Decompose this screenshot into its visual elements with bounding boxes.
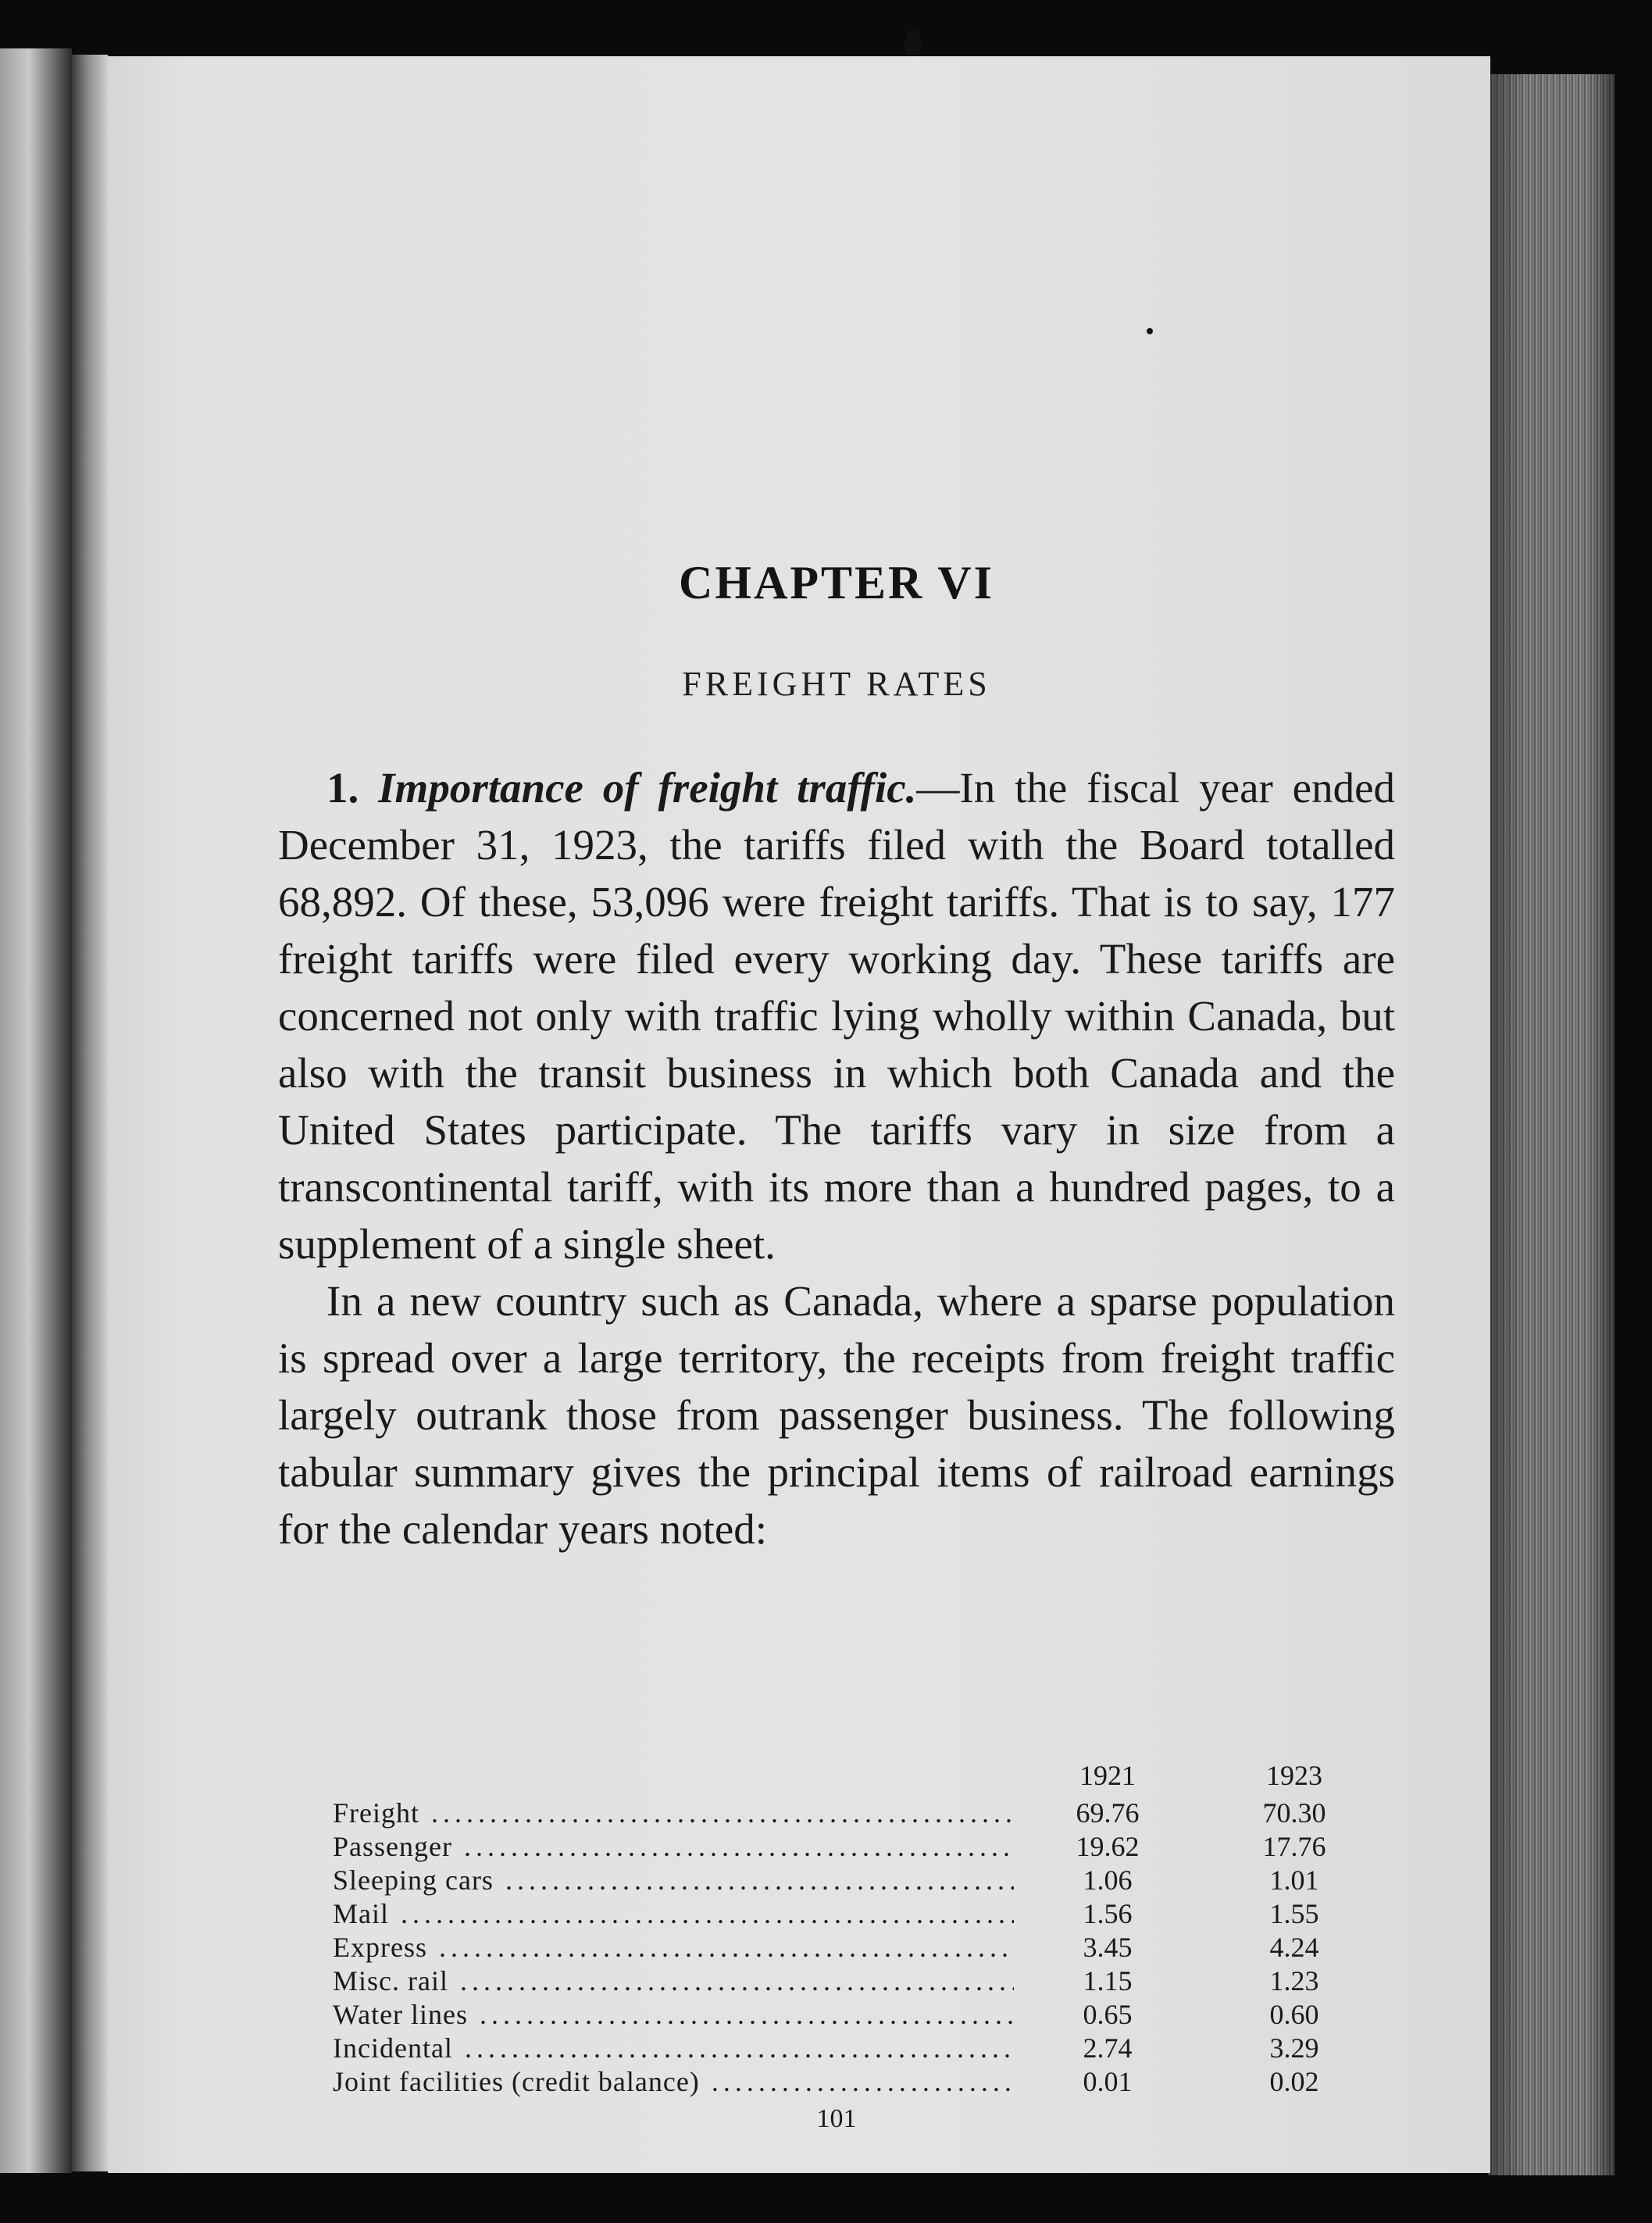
value-1923: 17.76: [1262, 1831, 1326, 1862]
paragraph-new-country: In a new country such as Canada, where a sparse population is spread over a large territory, the receipts from freight traffic largely outrank those from passenger business. The following tabular summary gives the principal items of railroad earnings for the calendar years noted:: [278, 1277, 1395, 1553]
row-label: Joint facilities (credit balance) .....: [333, 2065, 1014, 2099]
paragraph-importance-of-freight-traffic: [278, 759, 1395, 1272]
value-1923: 0.60: [1269, 1999, 1319, 2030]
previous-page-edge: [0, 48, 72, 2173]
row-label: Passenger .....: [333, 1830, 1014, 1864]
scan-speck: [1147, 328, 1153, 334]
value-1921: 0.01: [1083, 2066, 1133, 2097]
value-1921: 1.15: [1083, 1965, 1133, 1996]
table-row: [333, 1964, 1387, 1998]
table-row: [333, 1897, 1387, 1931]
book-fore-edge: [1488, 74, 1615, 2175]
chapter-title: CHAPTER VI: [679, 557, 994, 608]
column-header-1921: 1921: [1079, 1760, 1136, 1791]
paragraph-lead-heading: Importance of freight traffic.: [378, 764, 917, 812]
value-1921: 1.56: [1083, 1898, 1133, 1929]
paragraph-text: —In the fiscal year ended December 31, 1923, the tariffs filed with the Board totalled 68,892. Of these, 53,096 were freight tariffs. That is to say, 177 freight tariffs were filed every working day. These tariffs are concerned not only with traffic lying wholly within Canada, but also with the transit business in which both Canada and the United States participate. The tariffs vary in size from a transcontinental tariff, with its more than a hundred pages, to a supplement of a single sheet.: [278, 764, 1396, 1268]
table-row: [333, 1998, 1387, 2032]
paragraph-number: 1.: [326, 764, 359, 812]
table-row: [333, 1797, 1387, 1830]
row-label: Sleeping cars .....: [333, 1864, 1014, 1897]
row-label: Mail .....: [333, 1897, 1014, 1931]
row-label: Freight .....: [333, 1797, 1014, 1830]
value-1921: 19.62: [1076, 1831, 1140, 1862]
scan-speck: [904, 30, 922, 59]
body-text: [278, 759, 1395, 1558]
row-label: Express .....: [333, 1931, 1014, 1964]
value-1923: 1.01: [1269, 1864, 1319, 1896]
row-label: Incidental .....: [333, 2032, 1014, 2065]
table-header-row: [333, 1759, 1387, 1797]
table-row: [333, 1830, 1387, 1864]
book-gutter: [72, 55, 108, 2171]
value-1923: 1.55: [1269, 1898, 1319, 1929]
value-1921: 2.74: [1083, 2032, 1133, 2064]
value-1923: 0.02: [1269, 2066, 1319, 2097]
book-page: [108, 56, 1490, 2173]
value-1921: 1.06: [1083, 1864, 1133, 1896]
table-row: [333, 2032, 1387, 2065]
table-row: [333, 2065, 1387, 2099]
value-1923: 1.23: [1269, 1965, 1319, 1996]
page-number: 101: [816, 2104, 857, 2133]
value-1921: 3.45: [1083, 1932, 1133, 1963]
earnings-table: [333, 1759, 1387, 2099]
row-label: Misc. rail .....: [333, 1964, 1014, 1998]
value-1923: 70.30: [1262, 1797, 1326, 1829]
value-1923: 4.24: [1269, 1932, 1319, 1963]
column-header-1923: 1923: [1266, 1760, 1322, 1791]
value-1923: 3.29: [1269, 2032, 1319, 2064]
value-1921: 69.76: [1076, 1797, 1140, 1829]
table-row: [333, 1864, 1387, 1897]
row-label: Water lines .....: [333, 1998, 1014, 2032]
section-title: FREIGHT RATES: [682, 665, 991, 703]
value-1921: 0.65: [1083, 1999, 1133, 2030]
table-row: [333, 1931, 1387, 1964]
